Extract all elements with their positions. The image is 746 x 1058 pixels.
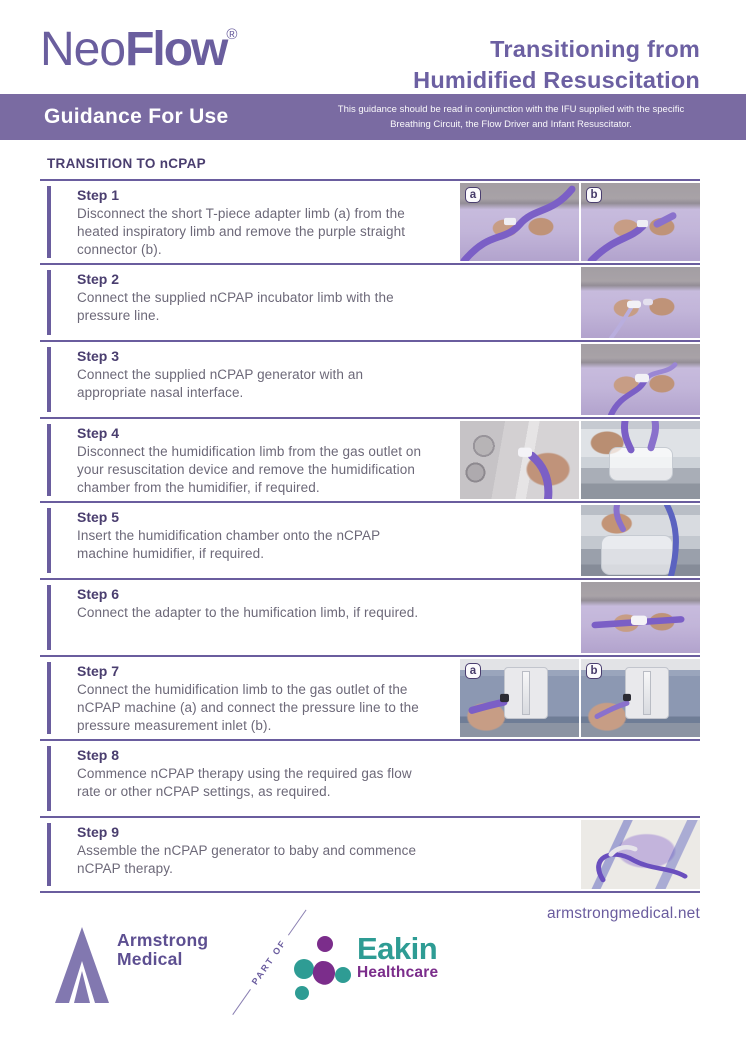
step-photos [581, 342, 700, 417]
armstrong-line1: Armstrong [117, 930, 209, 950]
band-note: This guidance should be read in conjunction with the IFU supplied with the specific Breathing Circuit, the Flow Driver and Infant Resuscitator. [337, 103, 685, 130]
part-of-text: PART OF [249, 937, 289, 987]
photo-label-a: a [465, 663, 481, 679]
section-heading: TRANSITION TO nCPAP [47, 156, 206, 171]
eakin-name: Eakin [357, 931, 438, 966]
step-description: Assemble the nCPAP generator to baby and commence nCPAP therapy. [77, 843, 417, 876]
tubing-illustration [581, 421, 700, 499]
step-accent-bar [47, 424, 51, 496]
step-accent-bar [47, 508, 51, 573]
document-title-line2: Humidified Resuscitation [413, 67, 700, 94]
step-photos [581, 503, 700, 578]
eakin-healthcare-logo-text [357, 933, 438, 981]
step-row-8 [40, 739, 700, 816]
step-photos [460, 419, 700, 501]
step-row-7 [40, 655, 700, 739]
step-row-2 [40, 263, 700, 340]
header [0, 0, 746, 94]
step-title: Step 5 [77, 509, 120, 525]
registered-trademark-symbol: ® [226, 26, 238, 43]
armstrong-medical-logo-mark [55, 927, 109, 1003]
step-row-4 [40, 417, 700, 501]
guidance-band [0, 94, 746, 140]
step-title: Step 6 [77, 586, 120, 602]
step4-photo-humidifier [581, 421, 700, 499]
photo-label-a: a [465, 187, 481, 203]
step-photos [581, 580, 700, 655]
step-accent-bar [47, 746, 51, 811]
band-heading: Guidance For Use [44, 105, 229, 128]
logo-neo-text: Neo [40, 23, 126, 76]
step-row-3 [40, 340, 700, 417]
step6-photo [581, 582, 700, 653]
logo-flow-text: Flow [125, 23, 227, 76]
step-title: Step 2 [77, 271, 120, 287]
step-photos [581, 818, 700, 891]
step-photos [581, 265, 700, 340]
step-row-6 [40, 578, 700, 655]
step3-photo [581, 344, 700, 415]
step-description: Connect the adapter to the humification limb, if required. [77, 605, 419, 620]
step1-photo-b [581, 183, 700, 261]
step2-photo [581, 267, 700, 338]
part-of-line [232, 989, 250, 1015]
eakin-subtitle: Healthcare [357, 964, 439, 981]
step-description: Connect the supplied nCPAP incubator limb with the pressure line. [77, 290, 394, 323]
step-photos [460, 657, 700, 739]
step-title: Step 8 [77, 747, 120, 763]
step-accent-bar [47, 585, 51, 650]
tubing-illustration [581, 820, 700, 889]
steps-list [40, 179, 700, 893]
step-title: Step 1 [77, 187, 120, 203]
armstrong-medical-logo-text [117, 931, 208, 969]
step-title: Step 7 [77, 663, 120, 679]
step9-photo [581, 820, 700, 889]
step-photos [460, 181, 700, 263]
step7-photo-a [460, 659, 579, 737]
website-link[interactable]: armstrongmedical.net [546, 905, 700, 922]
tubing-illustration [581, 344, 700, 415]
step7-photo-b [581, 659, 700, 737]
step-title: Step 4 [77, 425, 120, 441]
neoflow-logo [40, 23, 238, 76]
step-accent-bar [47, 270, 51, 335]
document-title-line1: Transitioning from [490, 36, 700, 62]
step1-photo-a [460, 183, 579, 261]
photo-label-b: b [586, 187, 602, 203]
armstrong-line2: Medical [117, 948, 183, 969]
tubing-illustration [581, 582, 700, 653]
document-title [413, 34, 700, 96]
step-description: Disconnect the short T-piece adapter limb (a) from the heated inspiratory limb and remove the purple straight connector (b). [77, 206, 406, 257]
step-accent-bar [47, 823, 51, 886]
step-row-1 [40, 179, 700, 263]
step-title: Step 9 [77, 824, 120, 840]
photo-label-b: b [586, 663, 602, 679]
tubing-illustration [581, 505, 700, 576]
footer-logos [55, 925, 700, 1011]
step5-photo [581, 505, 700, 576]
step-description: Commence nCPAP therapy using the required gas flow rate or other nCPAP settings, as required. [77, 766, 412, 799]
step-accent-bar [47, 662, 51, 734]
step-row-9 [40, 816, 700, 893]
step-description: Disconnect the humidification limb from the gas outlet on your resuscitation device and remove the humidification chamber from the humidifier, if required. [77, 444, 422, 495]
step-accent-bar [47, 347, 51, 412]
step4-photo-device [460, 421, 579, 499]
step-row-5 [40, 501, 700, 578]
step-title: Step 3 [77, 348, 120, 364]
step-accent-bar [47, 186, 51, 258]
step-description: Insert the humidification chamber onto the nCPAP machine humidifier, if required. [77, 528, 380, 561]
tubing-illustration [581, 267, 700, 338]
tubing-illustration [460, 421, 579, 499]
step-description: Connect the supplied nCPAP generator with an appropriate nasal interface. [77, 367, 364, 400]
step-description: Connect the humidification limb to the gas outlet of the nCPAP machine (a) and connect the pressure line to the pressure measurement inlet (b). [77, 682, 419, 733]
eakin-logo-mark [293, 933, 351, 1001]
